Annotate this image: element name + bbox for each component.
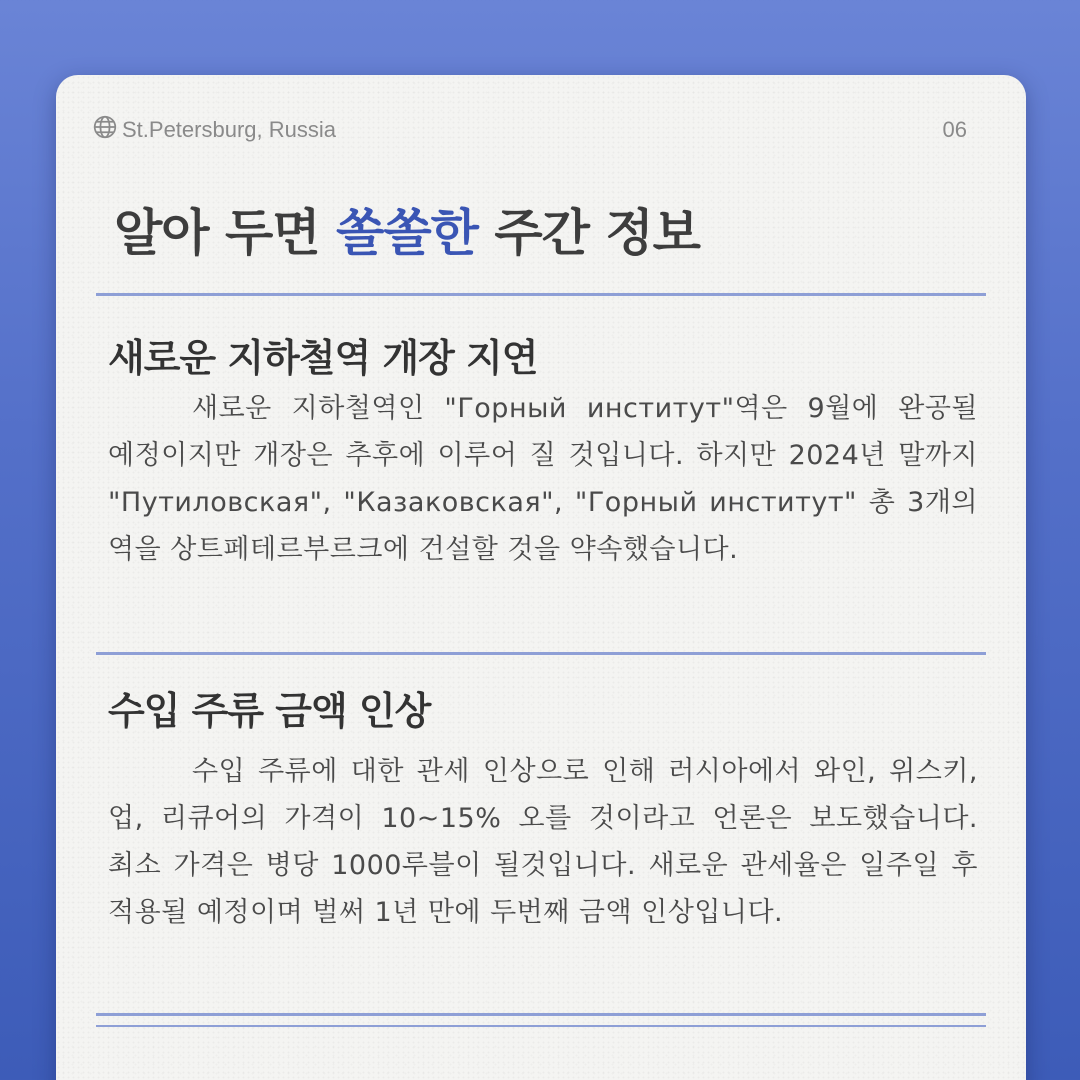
divider-double-bottom (96, 1025, 986, 1027)
title-highlight: 쏠쏠한 (336, 204, 478, 262)
divider (96, 652, 986, 655)
globe-icon (92, 114, 118, 146)
section-body-liquor: 수입 주류에 대한 관세 인상으로 인해 러시아에서 와인, 위스키, 업, 리큐어의 가격이 10~15% 오를 것이라고 언론은 보도했습니다. 최소 가격은 병당 1000루블이 될것입니다. 새로운 관세율은 일주일 후 적용될 예정이며 벌써 1년 만에 두번째 금액 인상입니다. (108, 756, 978, 928)
content-card (56, 75, 1026, 1080)
page-title (114, 193, 700, 265)
divider-double-top (96, 1013, 986, 1016)
title-part-1: 알아 두면 (114, 204, 337, 262)
divider (96, 293, 986, 296)
title-part-2: 주간 정보 (477, 204, 700, 262)
header-bar (92, 115, 967, 145)
section-body-subway: 새로운 지하철역인 "Горный институт"역은 9월에 완공될 예정이지만 개장은 추후에 이루어 질 것입니다. 하지만 2024년 말까지 "Путиловская", "Казаковская", "Горный институт" 총 3개의 역을 상트페테르부르크에 건설할 것을 약속했습니다. (108, 393, 978, 565)
section-heading-subway: 새로운 지하철역 개장 지연 (108, 336, 538, 380)
page-number: 06 (942, 117, 967, 142)
location-label (92, 114, 336, 146)
location-text: St.Petersburg, Russia (122, 117, 336, 142)
section-heading-liquor: 수입 주류 금액 인상 (108, 689, 431, 733)
